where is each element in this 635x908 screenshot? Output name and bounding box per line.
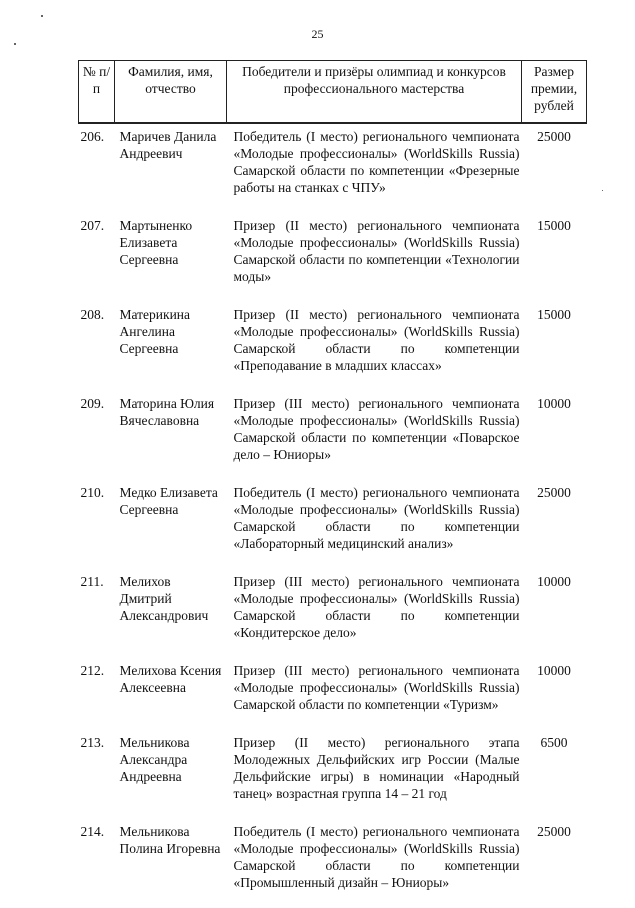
table-row [79, 391, 587, 480]
row-number: 208. [80, 307, 105, 322]
header-prize: Размер премии, рублей [522, 61, 587, 124]
row-number: 212. [80, 663, 105, 678]
table-row [79, 302, 587, 391]
row-number: 206. [80, 129, 105, 144]
row-number: 210. [80, 485, 105, 500]
row-prize: 25000 [537, 824, 571, 839]
row-description: Призер (II место) регионального чемпионата «Молодые профессионалы» (WorldSkills Russia) Самарской области по компетенции «Технологии моды» [233, 218, 520, 284]
row-name: Материкина Ангелина Сергеевна [119, 307, 191, 356]
row-name: Медко Елизавета Сергеевна [119, 485, 218, 517]
header-name: Фамилия, имя, отчество [115, 61, 227, 124]
awards-table [78, 60, 587, 908]
row-description: Победитель (I место) регионального чемпионата «Молодые профессионалы» (WorldSkills Russia) Самарской области по компетенции «Лабораторный медицинский анализ» [233, 485, 520, 551]
row-name: Мелихова Ксения Алексеевна [119, 663, 222, 695]
row-number: 214. [80, 824, 105, 839]
row-description: Призер (III место) регионального чемпионата «Молодые профессионалы» (WorldSkills Russia) Самарской области по компетенции «Туризм» [233, 663, 520, 712]
row-description: Победитель (I место) регионального чемпионата «Молодые профессионалы» (WorldSkills Russia) Самарской области по компетенции «Промышленный дизайн – Юниоры» [233, 824, 520, 890]
row-description: Призер (III место) регионального чемпионата «Молодые профессионалы» (WorldSkills Russia) Самарской области по компетенции «Кондитерское дело» [233, 574, 520, 640]
row-name: Маторина Юлия Вячеславовна [119, 396, 215, 428]
scan-speck [14, 43, 16, 45]
row-number: 211. [80, 574, 104, 589]
table-row [79, 819, 587, 908]
scan-speck [602, 190, 603, 191]
row-number: 213. [80, 735, 105, 750]
row-name: Мельникова Александра Андреевна [119, 735, 190, 784]
row-number: 209. [80, 396, 105, 411]
row-name: Мелихов Дмитрий Александрович [119, 574, 209, 623]
page-number: 25 [311, 27, 324, 41]
row-prize: 10000 [537, 663, 571, 678]
table-row [79, 123, 587, 213]
row-prize: 25000 [537, 485, 571, 500]
row-prize: 25000 [537, 129, 571, 144]
row-description: Призер (III место) регионального чемпионата «Молодые профессионалы» (WorldSkills Russia) Самарской области по компетенции «Поварское дело – Юниоры» [233, 396, 520, 462]
row-description: Призер (II место) регионального чемпионата «Молодые профессионалы» (WorldSkills Russia) Самарской области по компетенции «Преподавание в младших классах» [233, 307, 520, 373]
row-name: Маричев Данила Андреевич [119, 129, 217, 161]
row-prize: 10000 [537, 574, 571, 589]
row-number: 207. [80, 218, 105, 233]
row-name: Мартыненко Елизавета Сергеевна [119, 218, 193, 267]
row-description: Победитель (I место) регионального чемпионата «Молодые профессионалы» (WorldSkills Russia) Самарской области по компетенции «Фрезерные работы на станках с ЧПУ» [233, 129, 520, 195]
table-row [79, 480, 587, 569]
row-prize: 15000 [537, 218, 571, 233]
table-header-row [79, 61, 587, 124]
table-row [79, 213, 587, 302]
row-prize: 10000 [537, 396, 571, 411]
row-prize: 6500 [540, 735, 568, 750]
table-row [79, 569, 587, 658]
table-row [79, 730, 587, 819]
row-description: Призер (II место) регионального этапа Молодежных Дельфийских игр России (Малые Дельфийские игры) в номинации «Народный танец» возрастная группа 14 – 21 год [233, 735, 520, 801]
row-prize: 15000 [537, 307, 571, 322]
header-description: Победители и призёры олимпиад и конкурсов профессионального мастерства [227, 61, 522, 124]
header-number: № п/п [79, 61, 115, 124]
row-name: Мельникова Полина Игоревна [119, 824, 221, 856]
scan-speck [41, 15, 43, 17]
table-row [79, 658, 587, 730]
